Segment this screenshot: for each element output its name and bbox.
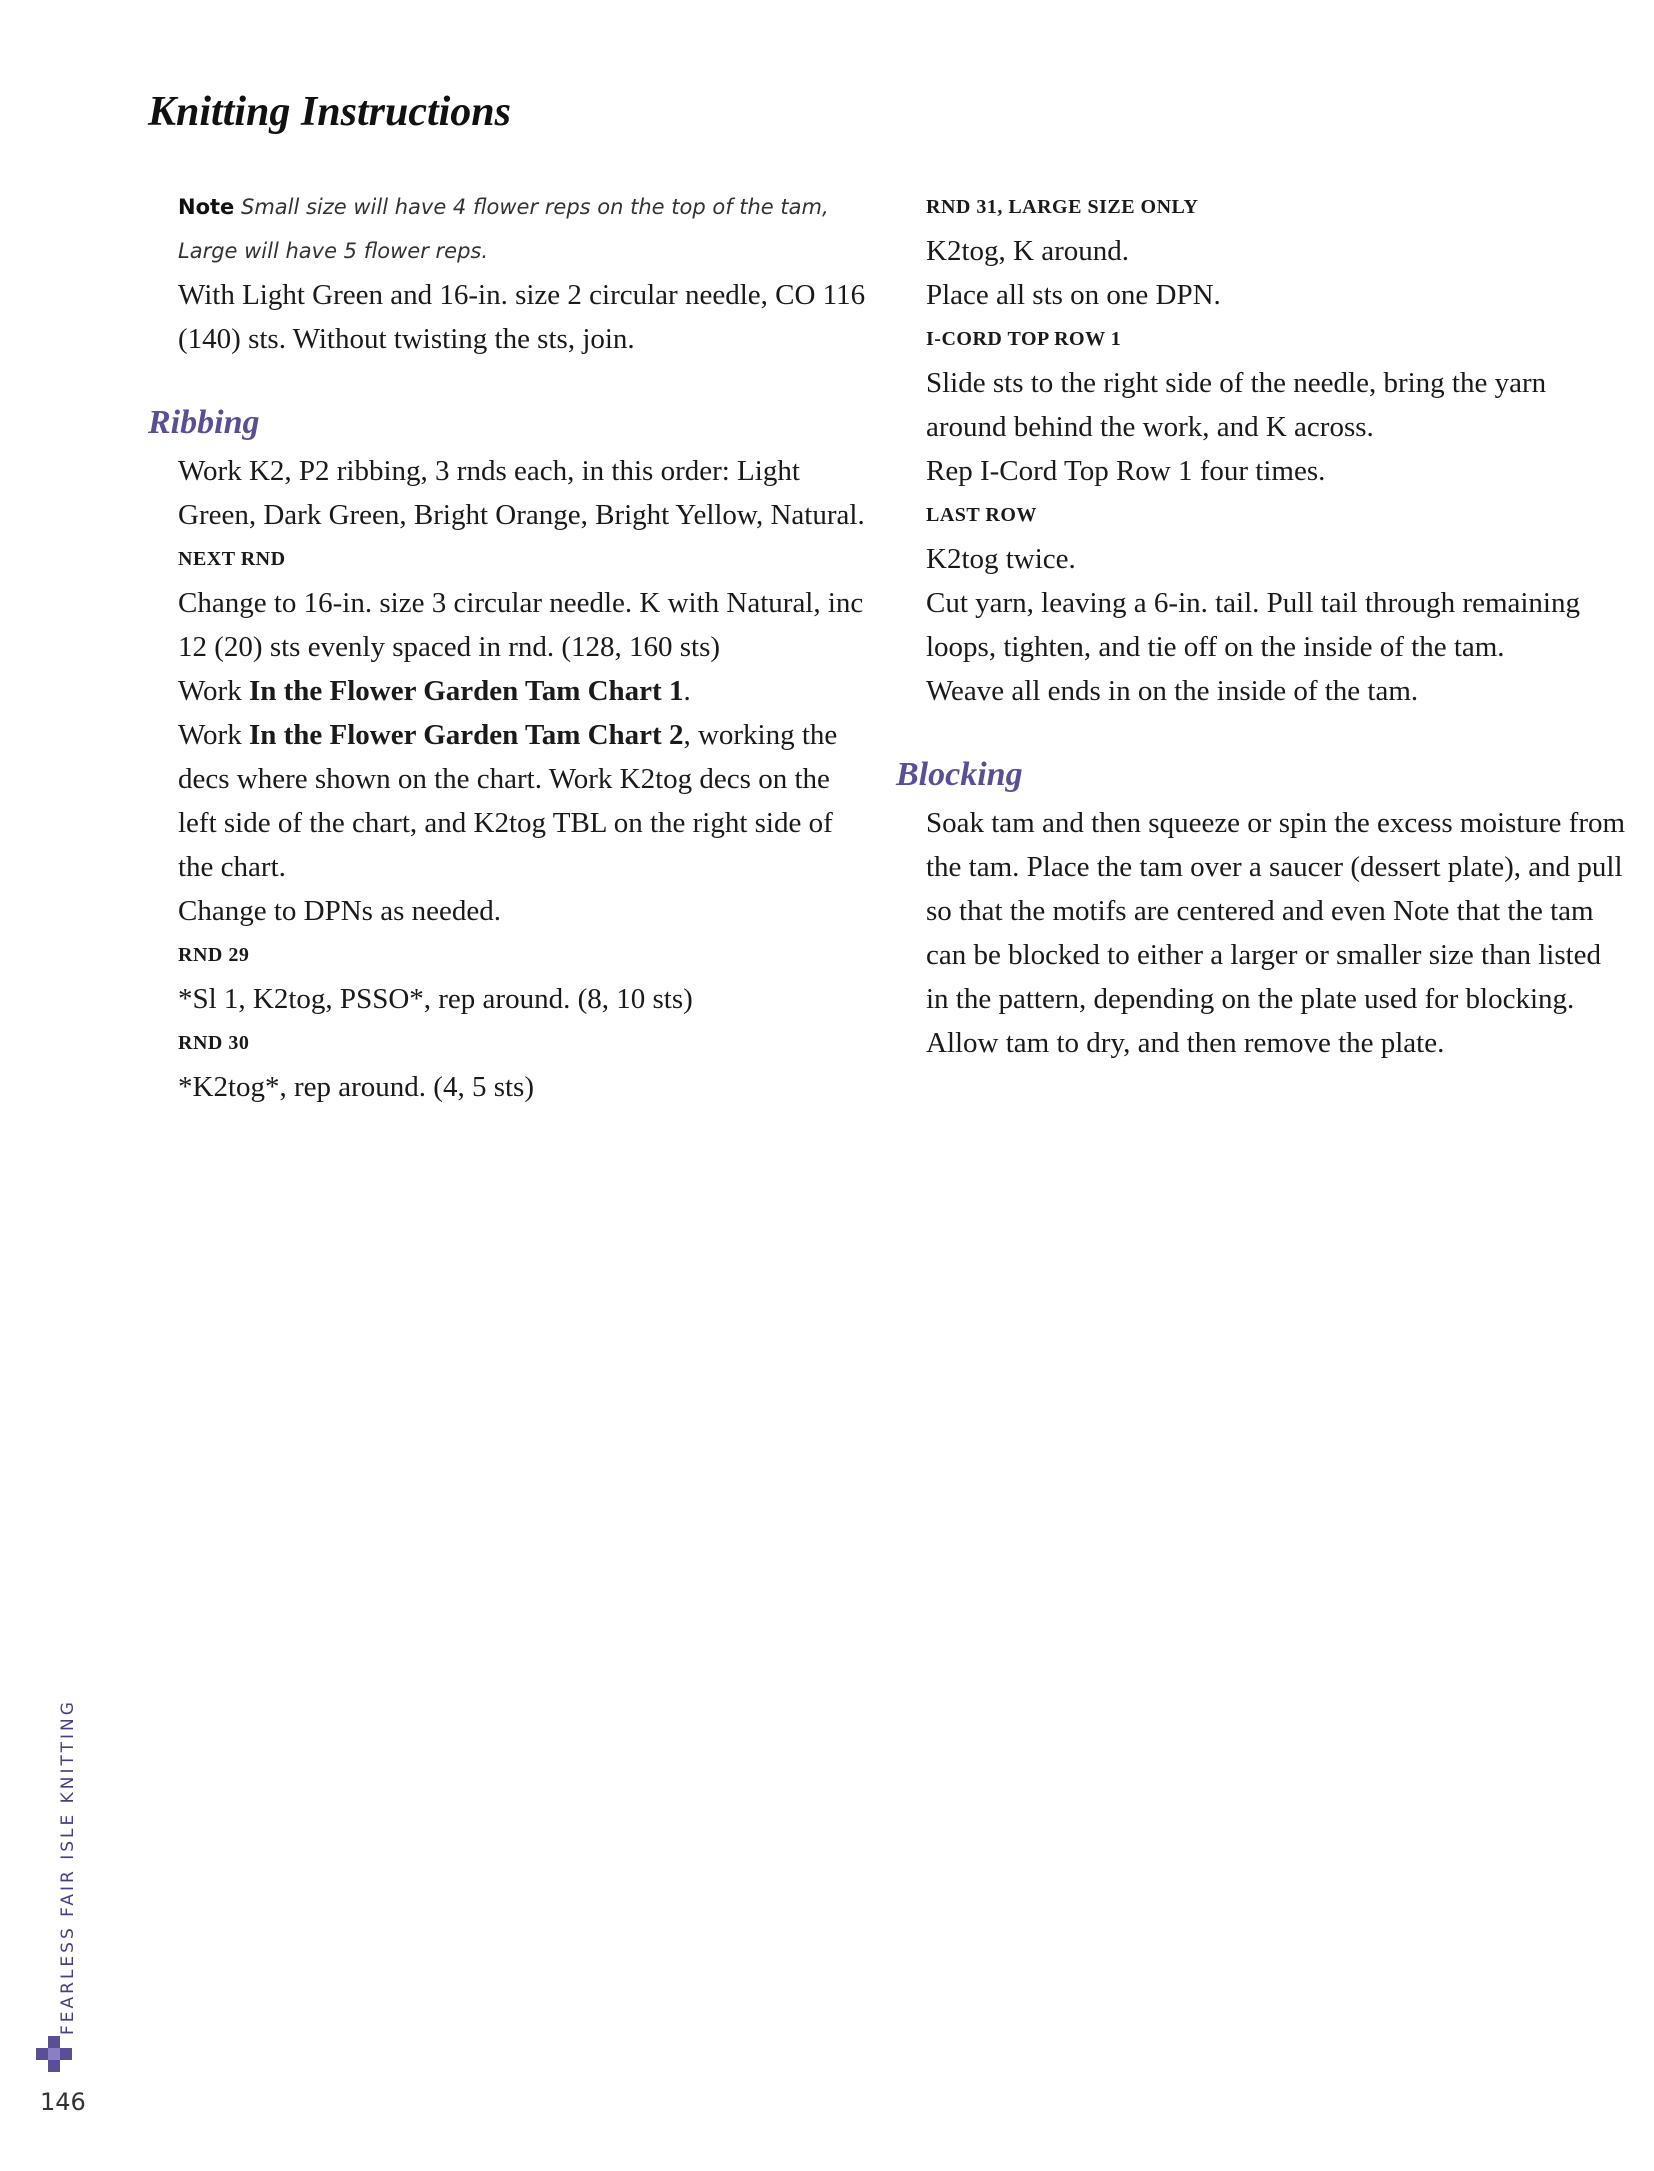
next-rnd-instruction: Change to 16-in. size 3 circular needle. K with Natural, inc 12 (20) sts evenly spaced in rnd. (128, 160 sts) <box>178 587 864 663</box>
last-row-label: LAST ROW <box>926 504 1037 526</box>
rnd-30-instruction: *K2tog*, rep around. (4, 5 sts) <box>178 1071 535 1103</box>
chart-1-instruction: Work In the Flower Garden Tam Chart 1. <box>178 675 691 707</box>
dpn-instruction: Change to DPNs as needed. <box>178 895 501 927</box>
left-column <box>148 185 868 1109</box>
rnd-30-label: RND 30 <box>178 1032 250 1054</box>
note-line-2: Large will have 5 flower reps. <box>178 239 489 263</box>
ribbing-heading: Ribbing <box>148 404 260 441</box>
rnd-31-label: RND 31, LARGE SIZE ONLY <box>926 196 1199 218</box>
note-lead: Note <box>178 195 235 219</box>
cast-on-instruction: With Light Green and 16-in. size 2 circular needle, CO 116 (140) sts. Without twisting the sts, join. <box>178 279 866 355</box>
note-line-1: Small size will have 4 flower reps on the top of the tam, <box>240 195 829 219</box>
right-column <box>896 185 1626 1065</box>
rnd-31-instruction: K2tog, K around. <box>926 235 1129 267</box>
page-number: 146 <box>40 2088 86 2116</box>
cross-icon <box>36 2036 72 2072</box>
running-head: FEARLESS FAIR ISLE KNITTING <box>58 1699 78 2035</box>
chart-2-title: In the Flower Garden Tam Chart 2 <box>248 719 684 751</box>
page-title: Knitting Instructions <box>148 89 512 135</box>
ribbing-instruction: Work K2, P2 ribbing, 3 rnds each, in this order: Light Green, Dark Green, Bright Orange, Bright Yellow, Natural. <box>178 455 865 531</box>
size-note <box>178 185 868 273</box>
icord-repeat: Rep I-Cord Top Row 1 four times. <box>926 455 1326 487</box>
weave-instruction: Weave all ends in on the inside of the tam. <box>926 675 1419 707</box>
blocking-instruction: Soak tam and then squeeze or spin the excess moisture from the tam. Place the tam over a saucer (dessert plate), and pull so that the motifs are centered and even Note that the tam can be blocked to either a larger or smaller size than listed in the pattern, depending on the plate used for blocking. Allow tam to dry, and then remove the plate. <box>926 807 1626 1059</box>
next-rnd-label: NEXT RND <box>178 548 286 570</box>
rnd-29-label: RND 29 <box>178 944 250 966</box>
last-row-instruction: K2tog twice. <box>926 543 1076 575</box>
rnd-29-instruction: *Sl 1, K2tog, PSSO*, rep around. (8, 10 sts) <box>178 983 693 1015</box>
chart-1-title: In the Flower Garden Tam Chart 1 <box>248 675 684 707</box>
icord-instruction: Slide sts to the right side of the needle, bring the yarn around behind the work, and K across. <box>926 367 1547 443</box>
place-instruction: Place all sts on one DPN. <box>926 279 1221 311</box>
cut-yarn-instruction: Cut yarn, leaving a 6-in. tail. Pull tail through remaining loops, tighten, and tie off on the inside of the tam. <box>926 587 1580 663</box>
icord-label: I-CORD TOP ROW 1 <box>926 328 1122 350</box>
blocking-heading: Blocking <box>896 756 1023 793</box>
chart-2-instruction: Work In the Flower Garden Tam Chart 2, working the decs where shown on the chart. Work K2tog decs on the left side of the chart, and K2tog TBL on the right side of the chart. <box>178 719 838 883</box>
